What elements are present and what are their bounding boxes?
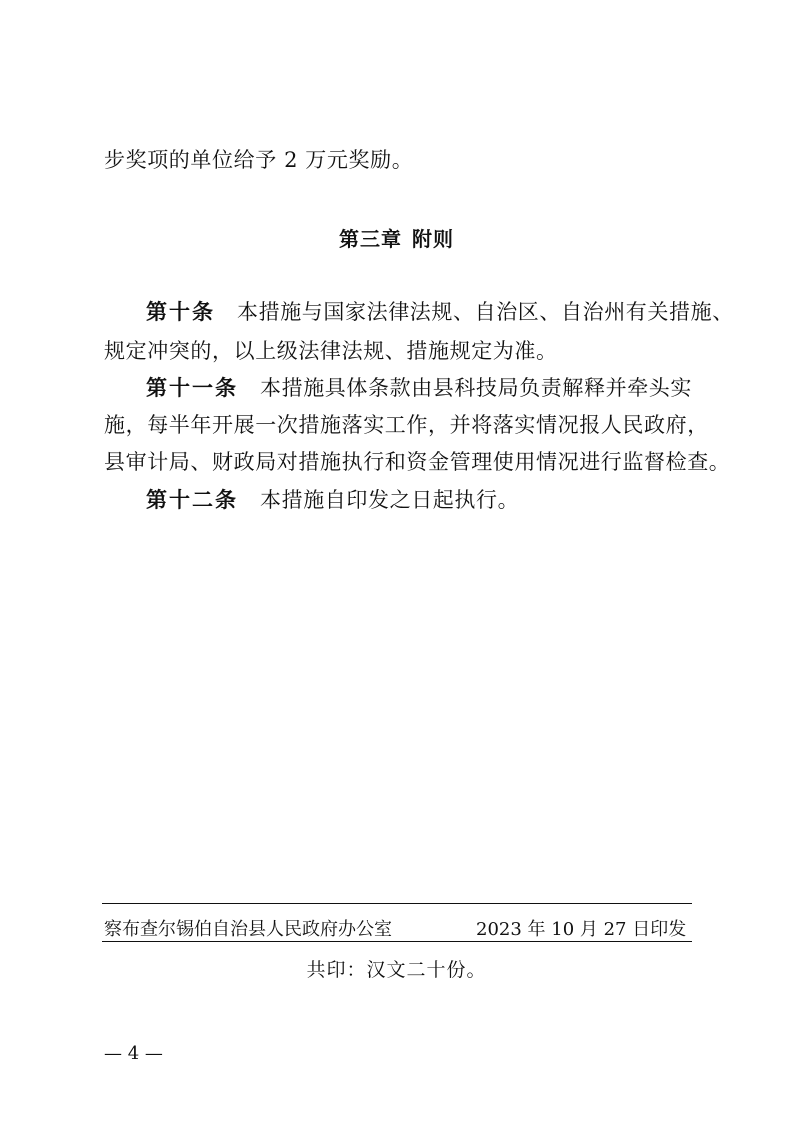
article-12-line-1 bbox=[146, 485, 706, 515]
issue-date: 2023 年 10 月 27 日印发 bbox=[476, 919, 687, 940]
print-copies: 共印：汉文二十份。 bbox=[306, 959, 487, 981]
article-10-line-1 bbox=[146, 297, 734, 327]
article-12-label: 第十二条 bbox=[146, 488, 238, 512]
chapter-title bbox=[0, 224, 793, 254]
intro-line: 步奖项的单位给予 2 万元奖励。 bbox=[104, 148, 414, 172]
chapter-name: 附则 bbox=[412, 227, 454, 251]
page-number: — 4 — bbox=[104, 1043, 163, 1064]
article-11-line-1 bbox=[146, 373, 706, 403]
article-12-text-1: 本措施自印发之日起执行。 bbox=[260, 488, 520, 512]
article-11-line-2: 施，每半年开展一次措施落实工作，并将落实情况报人民政府， bbox=[104, 413, 709, 437]
article-11-text-1: 本措施具体条款由县科技局负责解释并牵头实 bbox=[260, 376, 692, 400]
article-11-label: 第十一条 bbox=[146, 376, 238, 400]
footer-bottom-rule bbox=[102, 941, 692, 942]
article-10-text-1: 本措施与国家法律法规、自治区、自治州有关措施、 bbox=[237, 300, 734, 324]
article-10-line-2: 规定冲突的，以上级法律法规、措施规定为准。 bbox=[104, 339, 558, 363]
article-10-label: 第十条 bbox=[146, 300, 215, 324]
issuing-office: 察布查尔锡伯自治县人民政府办公室 bbox=[104, 919, 392, 940]
footer-top-rule bbox=[102, 903, 692, 904]
chapter-number: 第三章 bbox=[339, 227, 402, 251]
article-11-line-3: 县审计局、财政局对措施执行和资金管理使用情况进行监督检查。 bbox=[104, 450, 731, 474]
